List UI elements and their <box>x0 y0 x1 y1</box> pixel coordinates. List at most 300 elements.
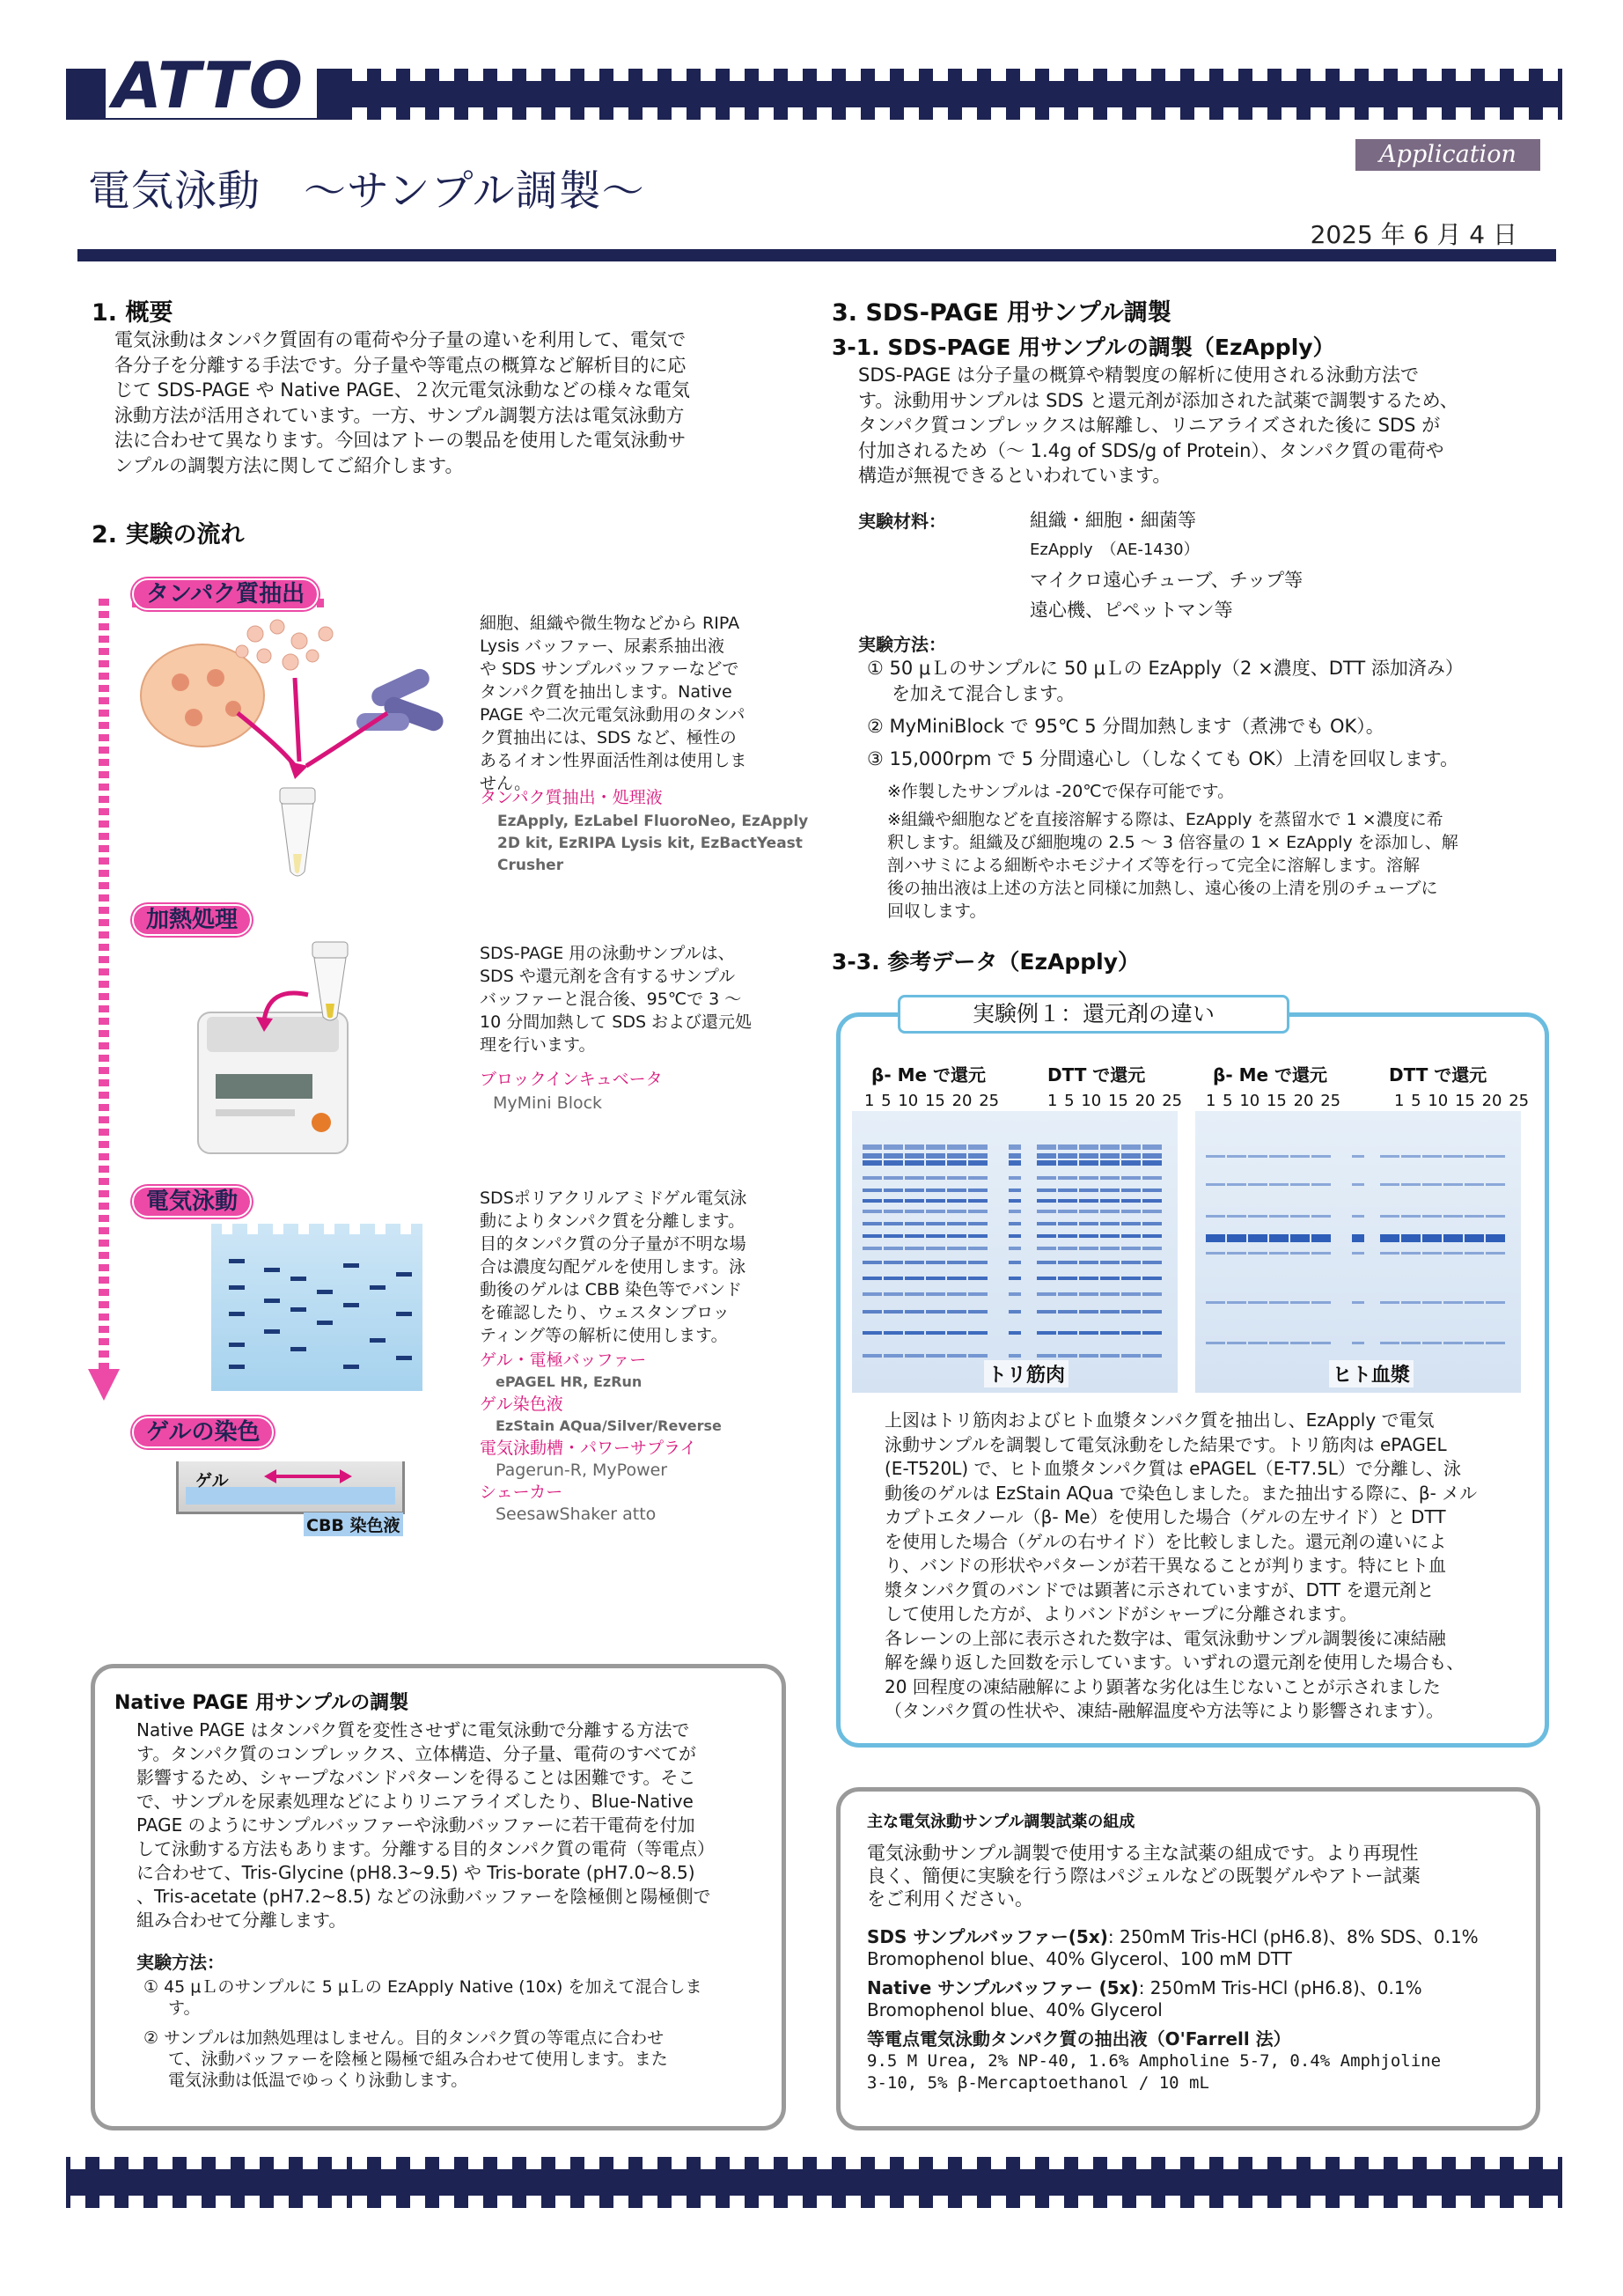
gel-band <box>1352 1155 1364 1158</box>
gel-band <box>905 1153 924 1159</box>
band-notch <box>381 107 396 120</box>
band-notch <box>410 2196 425 2208</box>
gel-band <box>1100 1277 1120 1280</box>
gel-band <box>863 1277 882 1280</box>
band-notch <box>846 69 861 81</box>
gel-lane <box>1269 1137 1289 1375</box>
gel-lane <box>1009 1137 1021 1375</box>
gel-band <box>1079 1331 1098 1335</box>
gel-band <box>1486 1301 1505 1304</box>
gel-band <box>1121 1210 1141 1213</box>
gel-band <box>1058 1222 1077 1225</box>
band-notch <box>526 2157 541 2169</box>
gel-band <box>1486 1342 1505 1344</box>
gel-band <box>1142 1160 1162 1166</box>
reagent-heading: 主な電気泳動サンプル調製試薬の組成 <box>867 1813 1135 1831</box>
gel-band <box>290 1347 306 1351</box>
band-notch <box>904 69 919 81</box>
band-notch <box>1020 107 1035 120</box>
gel-band <box>905 1210 924 1213</box>
example-result-text: 上図はトリ筋肉およびヒト血漿タンパク質を抽出し、EzApply で電気 泳動サンプルを調製して電気泳動をした結果です。トリ筋肉は ePAGEL (E-T520L) で、ヒト血漿タンパク質は ePAGEL（E-T7.5L）で分離し、泳 動後のゲルは EzStain AQua で染色しました。また抽出する際に、β- メル カプトエタノール（β- Me）を使用した場合（ゲルの左サイド）と DTT を使用した場合（ゲルの右サイド）を比較しました。還元剤の違いによ り、バンドの形状やパターンが若干異なることが判ります。特にヒト血 漿タンパク質のバンドでは顕著に示されていますが、DTT を還元剤と して使用した方が、よりバンドがシャープに分離されます。 各レーンの上部に表示された数字は、電気泳動サンプル調製後に凍結融 解を繰り返した回数を示しています。いずれの還元剤を使用した場合も、 20 回程度の凍結融解により顕著な劣化は生じないことが示されました （タンパク質の性状や、凍結-融解温度や方法等により影響されます）。 <box>885 1409 1478 1721</box>
gel2-caption: ヒト血漿 <box>1329 1360 1414 1387</box>
gel-band <box>1009 1292 1021 1296</box>
gel-band <box>1465 1301 1484 1304</box>
gel-band <box>1311 1155 1331 1158</box>
gel-band <box>863 1176 882 1180</box>
gel-band <box>968 1234 988 1238</box>
gel-lane <box>1037 1137 1056 1375</box>
gel-band <box>1058 1176 1077 1180</box>
band-notch <box>817 2196 832 2208</box>
gel-band <box>905 1234 924 1238</box>
band-notch <box>1078 2157 1093 2169</box>
band-notch <box>1282 2157 1296 2169</box>
gel-band <box>1121 1144 1141 1150</box>
gel-band <box>1352 1183 1364 1186</box>
gel-lane <box>1380 1137 1399 1375</box>
band-notch <box>468 2196 483 2208</box>
gel-band <box>968 1210 988 1213</box>
gel-band <box>1380 1301 1399 1304</box>
gel-band <box>884 1188 903 1192</box>
gel-band <box>1009 1210 1021 1213</box>
band-notch <box>1543 69 1558 81</box>
band-notch <box>1282 69 1296 81</box>
gel-band <box>1269 1301 1289 1304</box>
band-notch <box>904 107 919 120</box>
gel-band <box>1227 1342 1246 1344</box>
band-notch <box>70 2196 85 2208</box>
gel-band <box>1443 1183 1463 1186</box>
materials-label: 実験材料： <box>858 511 946 532</box>
band-notch <box>1136 107 1151 120</box>
gel-band <box>1079 1153 1098 1159</box>
method-notes: ※作製したサンプルは -20℃で保存可能です。 ※組織や細胞などを直接溶解する際は、EzApply を蒸留水で 1 ×濃度に希 釈します。組織及び細胞塊の 2.5 ～ 3 倍容量の 1 × EzApply を添加し、解 剖ハサミによる細断やホモジナイズ等を行って完全に溶解します。溶解 後の抽出液は上述の方法と同様に加熱し、遠心後の上清を別のチューブに 回収します。 <box>887 782 1458 921</box>
section1-heading: 1. 概要 <box>92 299 173 327</box>
step1-products: EzApply, EzLabel FluoroNeo, EzApply 2D kit, EzRIPA Lysis kit, EzBactYeast Crusher <box>497 813 809 874</box>
gel-band <box>905 1144 924 1150</box>
band-notch <box>1165 107 1180 120</box>
gel-band <box>1443 1215 1463 1218</box>
gel-lane <box>926 1137 945 1375</box>
band-notch <box>1427 2196 1442 2208</box>
gel-band <box>1269 1342 1289 1344</box>
band-notch <box>1543 107 1558 120</box>
gel-band <box>396 1312 412 1316</box>
gel-lane <box>1486 1137 1505 1375</box>
gel-image-human-plasma <box>1195 1111 1521 1393</box>
gel-band <box>1248 1183 1267 1186</box>
gel-band <box>1037 1354 1056 1358</box>
gel-band <box>947 1247 966 1250</box>
band-notch <box>1485 69 1500 81</box>
gel-band <box>1009 1261 1021 1264</box>
gel-band <box>1121 1354 1141 1358</box>
gel-band <box>926 1247 945 1250</box>
gel-band <box>1121 1188 1141 1192</box>
gel2-head-bme: β- Me で還元 <box>1213 1064 1328 1085</box>
band-notch <box>70 2157 85 2169</box>
band-notch <box>410 69 425 81</box>
gel-band <box>863 1261 882 1264</box>
gel-band <box>1037 1261 1056 1264</box>
gel-band <box>968 1261 988 1264</box>
gel-band <box>1058 1261 1077 1264</box>
gel-band <box>1380 1183 1399 1186</box>
step1-description: 細胞、組織や微生物などから RIPA Lysis バッファー、尿素系抽出液 や SDS サンプルバッファーなどで タンパク質を抽出します。Native PAGE や二次元電気泳動用のタンパ ク質抽出には、SDS など、極性の あるイオン性界面活性剤は使用しま せん。 <box>480 614 747 793</box>
band-notch <box>1456 2157 1471 2169</box>
gel-band <box>1009 1222 1021 1225</box>
gel-band <box>1227 1234 1246 1242</box>
gel-band <box>884 1354 903 1358</box>
gel-band <box>1401 1215 1421 1218</box>
band-notch <box>933 69 948 81</box>
gel-band <box>1206 1183 1225 1186</box>
gel-band <box>1206 1155 1225 1158</box>
gel-band <box>264 1268 280 1272</box>
gel-band <box>1352 1215 1364 1218</box>
band-notch <box>1165 69 1180 81</box>
gel-band <box>1058 1234 1077 1238</box>
gel-band <box>926 1199 945 1203</box>
band-notch <box>817 107 832 120</box>
gel-band <box>884 1277 903 1280</box>
gel-band <box>1142 1176 1162 1180</box>
tissue-cells-icon <box>141 644 264 747</box>
gel-band <box>1009 1234 1021 1238</box>
gel2-lane-numbers-left: 1 5 10 15 20 25 <box>1206 1092 1341 1110</box>
band-notch <box>817 69 832 81</box>
reagent-items: SDS サンプルバッファー(5x): 250mM Tris-HCl (pH6.8)、8% SDS、0.1% Bromophenol blue、40% Glycerol、100 mM DTT Native サンプルバッファー (5x): 250mM Tris-HCl (pH6.8)、0.1% Bromophenol blue、40% Glycerol 等電点電気泳動タンパク質の抽出液（O'Farrell 法） 9.5 M Urea, 2% NP-40, 1.6% Ampholine 5-7, 0.4% Amphjoline 3-10, 5% β-Mercaptoethanol / 10 mL <box>867 1926 1479 2093</box>
band-notch <box>759 107 774 120</box>
band-notch <box>439 2157 454 2169</box>
band-notch <box>730 69 745 81</box>
gel-band <box>926 1234 945 1238</box>
band-notch <box>1514 2157 1529 2169</box>
gel-band <box>1121 1234 1141 1238</box>
gel-band <box>1248 1342 1267 1344</box>
gel-band <box>1058 1354 1077 1358</box>
gel-band <box>1009 1331 1021 1335</box>
band-notch <box>875 69 890 81</box>
shake-arrow-icon <box>264 1466 352 1487</box>
band-notch <box>526 2196 541 2208</box>
step2-product: MyMini Block <box>493 1093 603 1113</box>
gel-illustration <box>211 1224 422 1391</box>
band-notch <box>1543 2196 1558 2208</box>
gel-band <box>1079 1144 1098 1150</box>
example-title: 実験例１：還元剤の違い <box>898 995 1289 1034</box>
gel-band <box>1058 1210 1077 1213</box>
gel1-head-dtt: DTT で還元 <box>1047 1064 1146 1085</box>
gel-band <box>1009 1160 1021 1166</box>
incubator-icon <box>198 1012 348 1153</box>
gel-band <box>229 1312 245 1316</box>
gel-band <box>884 1261 903 1264</box>
gel-band <box>1121 1310 1141 1314</box>
gel-lane <box>1227 1137 1246 1375</box>
gel-band <box>863 1292 882 1296</box>
band-notch <box>1282 107 1296 120</box>
gel-band <box>1037 1222 1056 1225</box>
gel-band <box>1443 1234 1463 1242</box>
band-notch <box>555 69 570 81</box>
gel-band <box>1121 1153 1141 1159</box>
gel-band <box>926 1153 945 1159</box>
gel-band <box>968 1176 988 1180</box>
gel-band <box>1227 1183 1246 1186</box>
band-notch <box>158 2157 173 2169</box>
gel-lane <box>1311 1137 1331 1375</box>
band-notch <box>1252 2157 1267 2169</box>
gel-band <box>1037 1234 1056 1238</box>
gel-band <box>1009 1247 1021 1250</box>
band-notch <box>1107 2157 1122 2169</box>
tray-liquid-label: CBB 染色液 <box>304 1512 403 1536</box>
gel-well <box>375 1224 386 1234</box>
gel-band <box>926 1331 945 1335</box>
gel-band <box>905 1354 924 1358</box>
gel-lane <box>1352 1137 1364 1375</box>
band-notch <box>468 69 483 81</box>
band-notch <box>962 69 977 81</box>
band-notch <box>1456 107 1471 120</box>
gel-band <box>1380 1252 1399 1255</box>
gel-band <box>1100 1210 1120 1213</box>
gel-band <box>1248 1215 1267 1218</box>
gel-band <box>1269 1155 1289 1158</box>
band-notch <box>1165 2157 1180 2169</box>
gel-band <box>1248 1155 1267 1158</box>
gel-band <box>1121 1176 1141 1180</box>
band-notch <box>759 2157 774 2169</box>
gel-band <box>863 1222 882 1225</box>
gel-lane <box>1248 1137 1267 1375</box>
band-notch <box>1340 2157 1355 2169</box>
section3-heading: 3. SDS-PAGE 用サンプル調製 <box>832 299 1171 327</box>
gel-band <box>1009 1199 1021 1203</box>
gel-band <box>370 1285 386 1290</box>
method-label: 実験方法： <box>858 634 946 655</box>
gel-band <box>905 1247 924 1250</box>
gel-band <box>1037 1188 1056 1192</box>
gel-band <box>1311 1183 1331 1186</box>
band-notch <box>439 2196 454 2208</box>
gel-band <box>1121 1199 1141 1203</box>
gel-band <box>1037 1247 1056 1250</box>
gel-band <box>1290 1155 1310 1158</box>
band-notch <box>672 2157 687 2169</box>
band-notch <box>672 69 687 81</box>
gel-lane <box>905 1137 924 1375</box>
band-notch <box>274 2157 289 2169</box>
band-notch <box>1398 69 1413 81</box>
band-notch <box>497 2196 512 2208</box>
band-notch <box>158 2196 173 2208</box>
gel2-head-dtt: DTT で還元 <box>1389 1064 1487 1085</box>
band-notch <box>1020 2196 1035 2208</box>
gel-band <box>1422 1234 1442 1242</box>
band-notch <box>1398 2196 1413 2208</box>
gel-band <box>1401 1342 1421 1344</box>
band-notch <box>643 2157 657 2169</box>
gel-band <box>947 1176 966 1180</box>
gel-band <box>1486 1215 1505 1218</box>
reagent-intro: 電気泳動サンプル調製で使用する主な試薬の組成です。より再現性 良く、簡便に実験を行う際はパジェルなどの既製ゲルやアトー試薬 をご利用ください。 <box>867 1843 1421 1910</box>
band-notch <box>788 107 803 120</box>
gel-band <box>1311 1234 1331 1242</box>
gel-band <box>863 1247 882 1250</box>
gel-band <box>1121 1160 1141 1166</box>
gel-band <box>1100 1144 1120 1150</box>
gel-band <box>1079 1222 1098 1225</box>
band-notch <box>1456 69 1471 81</box>
tray-gel-label: ゲル <box>195 1471 229 1490</box>
gel-band <box>1269 1215 1289 1218</box>
gel-band <box>1100 1160 1120 1166</box>
gel-band <box>1142 1153 1162 1159</box>
band-notch <box>1369 107 1384 120</box>
gel-band <box>1248 1301 1267 1304</box>
side-mark <box>1547 2180 1560 2184</box>
gel-band <box>1037 1277 1056 1280</box>
gel-band <box>1009 1310 1021 1314</box>
band-notch <box>526 69 541 81</box>
band-notch <box>1543 2157 1558 2169</box>
band-notch <box>1078 107 1093 120</box>
band-notch <box>468 2157 483 2169</box>
band-notch <box>1223 107 1238 120</box>
band-notch <box>1252 107 1267 120</box>
gel-band <box>1352 1342 1364 1344</box>
band-notch <box>788 69 803 81</box>
band-notch <box>875 2196 890 2208</box>
gel-band <box>968 1144 988 1150</box>
band-notch <box>245 2196 260 2208</box>
band-notch <box>1311 2196 1326 2208</box>
gel-band <box>1079 1199 1098 1203</box>
side-mark <box>1547 92 1560 96</box>
band-notch <box>381 2196 396 2208</box>
gel-band <box>1100 1354 1120 1358</box>
band-notch <box>1049 107 1064 120</box>
gel-band <box>1290 1301 1310 1304</box>
gel-band <box>1380 1215 1399 1218</box>
gel-well <box>247 1224 258 1234</box>
gel-band <box>1037 1210 1056 1213</box>
gel-band <box>1290 1252 1310 1255</box>
gel-band <box>1121 1331 1141 1335</box>
band-notch <box>1427 69 1442 81</box>
step3-products: ゲル・電極バッファー ePAGEL HR, EzRun ゲル染色液 EzStain AQua/Silver/Reverse 電気泳動槽・パワーサプライ Pagerun-R, MyPower シェーカー SeesawShaker atto <box>480 1350 722 1524</box>
gel-band <box>229 1259 245 1263</box>
atto-logo: ATTO <box>113 48 305 122</box>
gel-lane <box>884 1137 903 1375</box>
gel-band <box>1443 1301 1463 1304</box>
gel-band <box>1465 1183 1484 1186</box>
gel-lane <box>1142 1137 1162 1375</box>
band-notch <box>817 2157 832 2169</box>
gel-band <box>947 1354 966 1358</box>
gel-lane <box>1422 1137 1442 1375</box>
gel-band <box>863 1331 882 1335</box>
gel-band <box>396 1272 412 1277</box>
gel-band <box>1009 1176 1021 1180</box>
gel-band <box>1422 1342 1442 1344</box>
gel-band <box>396 1356 412 1360</box>
band-notch <box>1514 2196 1529 2208</box>
band-notch <box>584 107 599 120</box>
band-notch <box>991 2196 1006 2208</box>
band-notch <box>1369 2157 1384 2169</box>
band-notch <box>672 2196 687 2208</box>
band-notch <box>991 2157 1006 2169</box>
band-notch <box>1107 69 1122 81</box>
gel-band <box>1311 1252 1331 1255</box>
native-heading: Native PAGE 用サンプルの調製 <box>114 1692 409 1714</box>
gel-well <box>222 1224 232 1234</box>
gel-band <box>884 1247 903 1250</box>
band-notch <box>439 107 454 120</box>
gel-band <box>1009 1144 1021 1150</box>
band-notch <box>584 2157 599 2169</box>
gel-band <box>1058 1199 1077 1203</box>
band-notch <box>933 107 948 120</box>
band-notch <box>846 107 861 120</box>
gel-band <box>1290 1234 1310 1242</box>
gel-band <box>1009 1188 1021 1192</box>
gel-band <box>1009 1153 1021 1159</box>
gel-band <box>1311 1301 1331 1304</box>
band-notch <box>643 69 657 81</box>
section2-heading: 2. 実験の流れ <box>92 521 245 548</box>
gel-band <box>1100 1310 1120 1314</box>
gel-well <box>273 1224 283 1234</box>
band-notch <box>613 2196 628 2208</box>
native-method-label: 実験方法： <box>136 1952 224 1973</box>
gel-band <box>947 1310 966 1314</box>
gel-band <box>1100 1188 1120 1192</box>
gel-band <box>1311 1215 1331 1218</box>
band-notch <box>497 2157 512 2169</box>
gel-band <box>229 1343 245 1347</box>
gel-band <box>926 1222 945 1225</box>
gel-band <box>947 1188 966 1192</box>
method-steps: ① 50 μＬのサンプルに 50 μＬの EzApply（2 ×濃度、DTT 添加済み） を加えて混合します。 ② MyMiniBlock で 95℃ 5 分間加熱します（煮沸でも OK）。 ③ 15,000rpm で 5 分間遠心し（しなくても OK）上清を回収します。 <box>867 658 1464 769</box>
band-notch <box>875 2157 890 2169</box>
band-notch <box>245 2157 260 2169</box>
bottom-band <box>66 2157 1562 2208</box>
band-notch <box>526 107 541 120</box>
band-notch <box>99 2196 114 2208</box>
gel-lane <box>1058 1137 1077 1375</box>
gel-band <box>1121 1261 1141 1264</box>
gel-band <box>1248 1234 1267 1242</box>
band-notch <box>584 69 599 81</box>
band-notch <box>1485 107 1500 120</box>
gel-band <box>863 1199 882 1203</box>
gel-band <box>905 1277 924 1280</box>
section3-3-heading: 3-3. 参考データ（EzApply） <box>832 949 1141 975</box>
gel-band <box>1079 1354 1098 1358</box>
step-pill-staining: ゲルの染色 <box>130 1415 275 1450</box>
gel-band <box>1079 1210 1098 1213</box>
gel-band <box>1206 1252 1225 1255</box>
gel-band <box>1009 1354 1021 1358</box>
band-notch <box>381 2157 396 2169</box>
gel-band <box>1486 1234 1505 1242</box>
native-method-steps: ① 45 μＬのサンプルに 5 μＬの EzApply Native (10x) を加えて混合しま す。 ② サンプルは加熱処理はしません。目的タンパク質の等電点に合わせ て、泳動バッファーを陰極と陽極で組み合わせて使用します。また 電気泳動は低温でゆっくり泳動します。 <box>143 1977 702 2090</box>
